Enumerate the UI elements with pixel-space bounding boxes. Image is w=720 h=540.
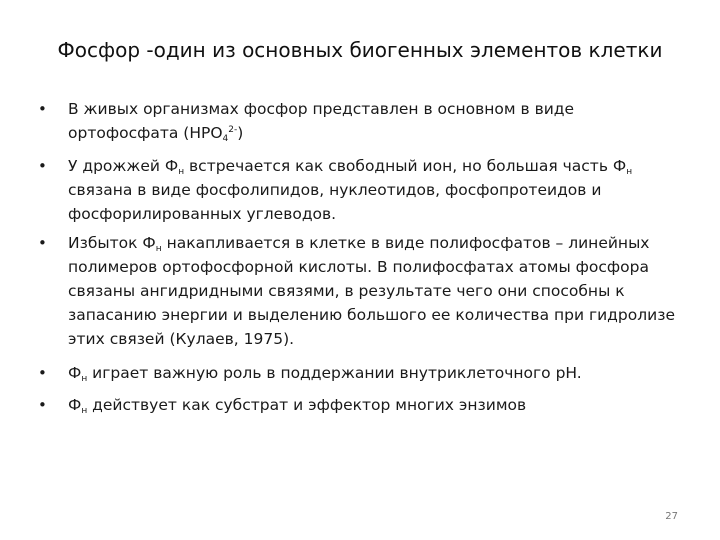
bullet-item-polyphosphates (38, 231, 688, 351)
bullet-text: связана в виде фосфолипидов, нуклеотидов, фосфопротеидов и фосфорилированных углеводов. (68, 181, 602, 223)
bullet-item-ph (38, 361, 688, 385)
formula-subscript: 4 (222, 134, 229, 144)
bullet-text: В живых организмах фосфор представлен в основном в виде ортофосфата (HPO (68, 100, 575, 142)
phi-subscript: н (81, 406, 88, 416)
bullet-text: накапливается в клетке в виде полифосфатов – линейных полимеров ортофосфорной кислоты. В полифосфатах атомы фосфора связаны ангидридными связями, в результате чего они способны к запасанию энергии и выделению большого ее количества при гидролизе этих связей (Кулаев, 1975). (68, 234, 675, 348)
bullet-text: У дрожжей Ф (68, 157, 179, 175)
bullet-item-yeast (38, 154, 688, 226)
slide-title: Фосфор -один из основных биогенных элементов клетки (57, 38, 663, 62)
bullet-text: действует как субстрат и эффектор многих энзимов (87, 396, 527, 414)
bullet-marker: • (38, 100, 47, 118)
formula-superscript: 2- (228, 125, 238, 135)
phi-subscript: н (155, 244, 162, 254)
bullet-item-substrate (38, 393, 688, 417)
phi-subscript: н (178, 167, 185, 177)
bullet-marker: • (38, 234, 47, 252)
bullet-marker: • (38, 396, 47, 414)
bullet-text: играет важную роль в поддержании внутриклеточного pH. (87, 364, 582, 382)
bullet-text: встречается как свободный ион, но большая часть Ф (184, 157, 627, 175)
bullet-marker: • (38, 364, 47, 382)
phi-subscript: н (626, 167, 633, 177)
bullet-text: Ф (68, 364, 82, 382)
bullet-text: Избыток Ф (68, 234, 156, 252)
bullet-list (38, 97, 688, 417)
phi-subscript: н (81, 374, 88, 384)
bullet-text: Ф (68, 396, 82, 414)
bullet-text-end: ) (237, 124, 244, 142)
page-number: 27 (665, 511, 678, 522)
bullet-item-orthophosphate (38, 97, 688, 145)
bullet-marker: • (38, 157, 47, 175)
